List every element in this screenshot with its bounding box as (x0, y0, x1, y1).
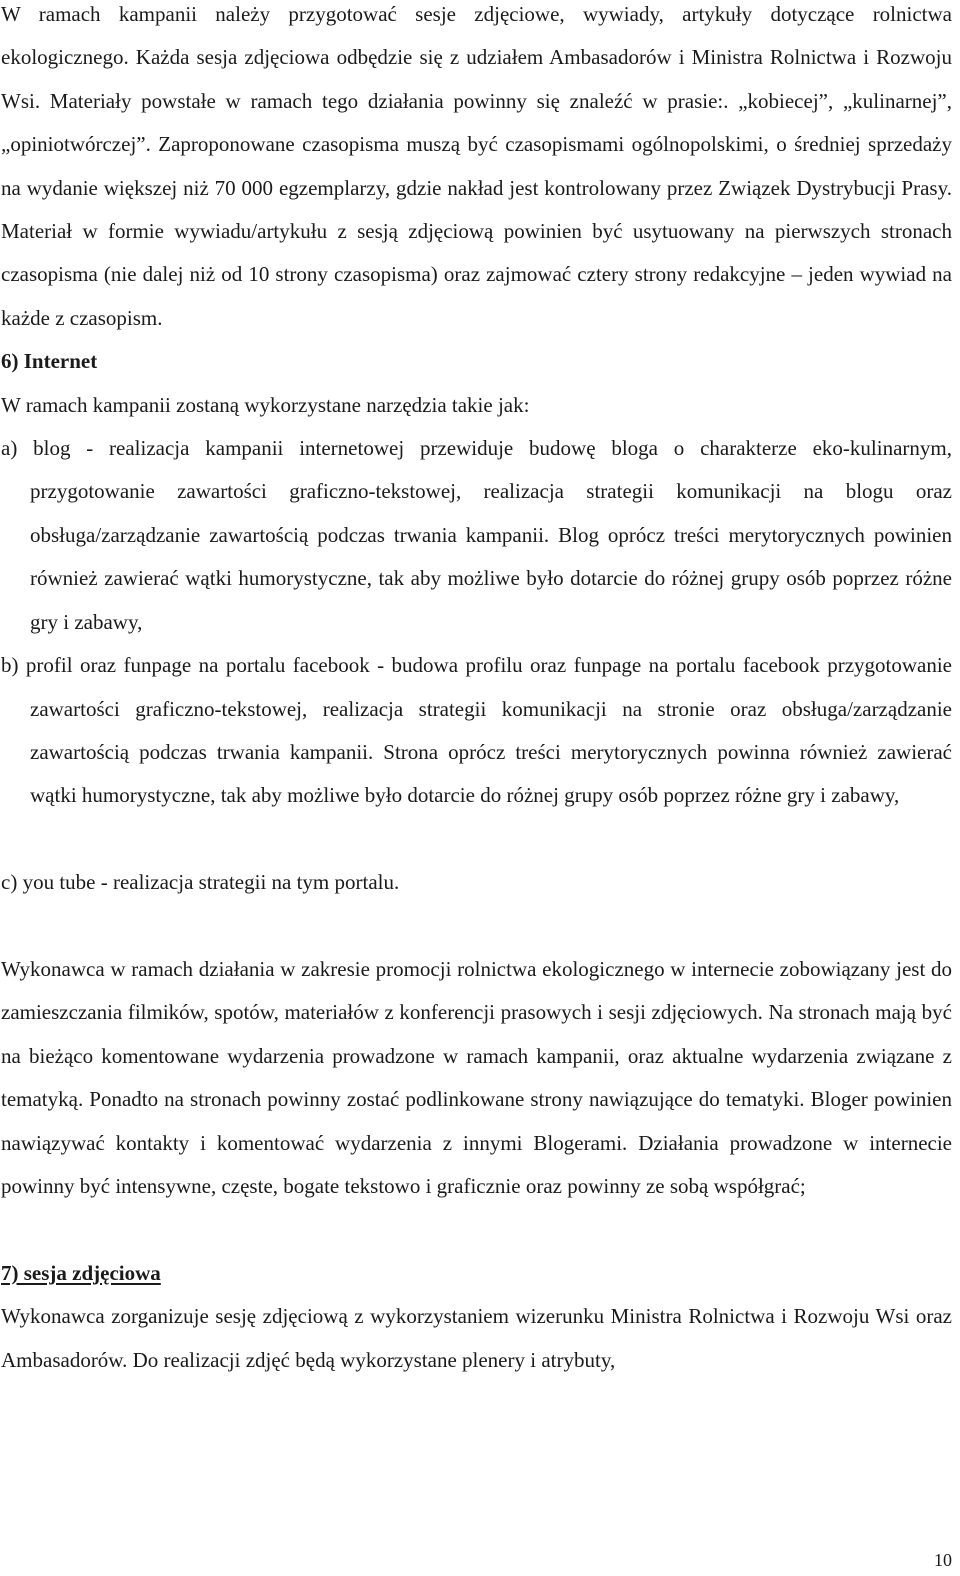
list-item-blog: a) blog - realizacja kampanii internetowej przewiduje budowę bloga o charakterze eko-kulinarnym, przygotowanie zawartości graficzno-tekstowej, realizacja strategii komunikacji na blogu oraz obsługa/zarządzanie zawartością podczas trwania kampanii. Blog oprócz treści merytorycznych powinien również zawierać wątki humorystyczne, tak aby możliwe było dotarcie do różnej grupy osób poprzez różne gry i zabawy, (1, 436, 952, 634)
intro-paragraph: W ramach kampanii należy przygotować sesje zdjęciowe, wywiady, artykuły dotyczące rolnictwa ekologicznego. Każda sesja zdjęciowa odbędzie się z udziałem Ambasadorów i Ministra Rolnictwa i Rozwoju Wsi. Materiały powstałe w ramach tego działania powinny się znaleźć w prasie:. „kobiecej”, „kulinarnej”, „opiniotwórczej”. Zaproponowane czasopisma muszą być czasopismami ogólnopolskimi, o średniej sprzedaży na wydanie większej niż 70 000 egzemplarzy, gdzie nakład jest kontrolowany przez Związek Dystrybucji Prasy. Materiał w formie wywiadu/artykułu z sesją zdjęciową powinien być usytuowany na pierwszych stronach czasopisma (nie dalej niż od 10 strony czasopisma) oraz zajmować cztery strony redakcyjne – jeden wywiad na każde z czasopism. (1, 2, 952, 330)
list-item-facebook: b) profil oraz funpage na portalu facebook - budowa profilu oraz funpage na portalu facebook przygotowanie zawartości graficzno-tekstowej, realizacja strategii komunikacji na stronie oraz obsługa/zarządzanie zawartością podczas trwania kampanii. Strona oprócz treści merytorycznych powinna również zawierać wątki humorystyczne, tak aby możliwe było dotarcie do różnej grupy osób poprzez różne gry i zabawy, (1, 653, 952, 808)
spacer (0, 1208, 960, 1251)
section-6-lead: W ramach kampanii zostaną wykorzystane narzędzia takie jak: (1, 392, 530, 417)
section-7-heading: 7) sesja zdjęciowa (1, 1260, 161, 1285)
spacer (0, 818, 960, 861)
list-item-youtube: c) you tube - realizacja strategii na tym portalu. (1, 870, 400, 895)
internet-paragraph: Wykonawca w ramach działania w zakresie promocji rolnictwa ekologicznego w internecie zobowiązany jest do zamieszczania filmików, spotów, materiałów z konferencji prasowych i sesji zdjęciowych. Na stronach mają być na bieżąco komentowane wydarzenia prowadzone w ramach kampanii, oraz aktualne wydarzenia związane z tematyką. Ponadto na stronach powinny zostać podlinkowane strony nawiązujące do tematyki. Bloger powinien nawiązywać kontakty i komentować wydarzenia z innymi Blogerami. Działania prowadzone w internecie powinny być intensywne, częste, bogate tekstowo i graficznie oraz powinny ze sobą współgrać; (1, 956, 952, 1198)
section-6-heading: 6) Internet (1, 349, 98, 374)
section-7-paragraph: Wykonawca zorganizuje sesję zdjęciową z wykorzystaniem wizerunku Ministra Rolnictwa i Rozwoju Wsi oraz Ambasadorów. Do realizacji zdjęć będą wykorzystane plenery i atrybuty, (1, 1304, 952, 1372)
spacer (0, 905, 960, 948)
page-number: 10 (934, 1550, 952, 1570)
